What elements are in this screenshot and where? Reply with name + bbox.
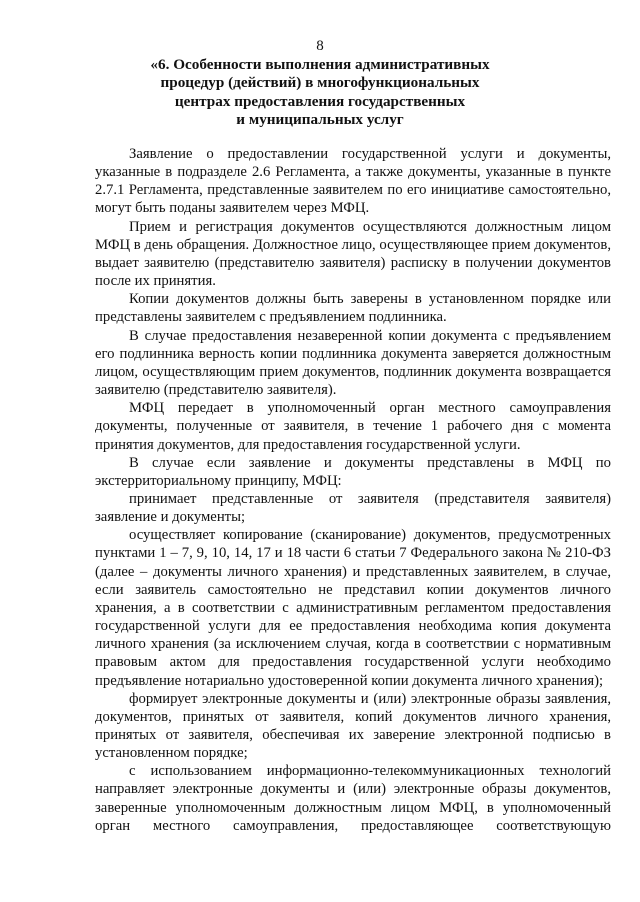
body-text (95, 145, 611, 835)
section-title-line: центрах предоставления государственных (174, 92, 466, 110)
paragraph: осуществляет копирование (сканирование) документов, предусмотренных пунктами 1 – 7, 9, 10, 14, 17 и 18 части 6 статьи 7 Федерального закона № 210-ФЗ (далее – документы личного хранения) и представленных заявителем, в случае, если заявитель самостоятельно не представил копии документов личного хранения, а в соответствии с административным регламентом предоставления государственной услуги для ее предоставления необходима копия документа личного хранения (за исключением случая, когда в соответствии с нормативным правовым актом для предоставления государственной услуги необходимо предъявление нотариально удостоверенной копии документа личного хранения); (95, 527, 611, 689)
paragraph: В случае если заявление и документы представлены в МФЦ по экстерриториальному принципу, МФЦ: (95, 454, 611, 489)
paragraph: Прием и регистрация документов осуществляются должностным лицом МФЦ в день обращения. Должностное лицо, осуществляющее прием документов, выдает заявителю (представителю заявителя) расписку в получении документов после их принятия. (95, 218, 611, 290)
section-title (110, 56, 530, 130)
paragraph: принимает представленные от заявителя (представителя заявителя) заявление и документы; (95, 490, 611, 526)
paragraph: формирует электронные документы и (или) электронные образы заявления, документов, принятых от заявителя, копий документов личного хранения, принятых от заявителя, обеспечивая их заверение электронной подписью в установленном порядке; (95, 690, 611, 762)
paragraph: Копии документов должны быть заверены в установленном порядке или представлены заявителем с предъявлением подлинника. (95, 291, 611, 326)
page-number: 8 (316, 38, 324, 54)
section-title-line: и муниципальных услуг (236, 111, 404, 129)
paragraph: В случае предоставления незаверенной копии документа с предъявлением его подлинника верность копии подлинника документа заверяется должностным лицом, осуществляющим прием документов, подлинник документа возвращается заявителю (представителю заявителя). (95, 327, 611, 399)
section-title-line: «6. Особенности выполнения административных (150, 56, 490, 73)
paragraph: Заявление о предоставлении государственной услуги и документы, указанные в подразделе 2.6 Регламента, а также документы, указанные в пункте 2.7.1 Регламента, представленные заявителем по его инициативе самостоятельно, могут быть поданы заявителем через МФЦ. (95, 146, 611, 217)
paragraph: с использованием информационно-телекоммуникационных технологий направляет электронные документы и (или) электронные образы документов, заверенные уполномоченным должностным лицом МФЦ, в уполномоченный орган местного самоуправления, предоставляющее соответствующую (95, 763, 611, 834)
paragraph: МФЦ передает в уполномоченный орган местного самоуправления документы, полученные от заявителя, в течение 1 рабочего дня с момента принятия документов, для предоставления государственной услуги. (95, 400, 611, 453)
section-title-line: процедур (действий) в многофункциональных (160, 74, 480, 92)
